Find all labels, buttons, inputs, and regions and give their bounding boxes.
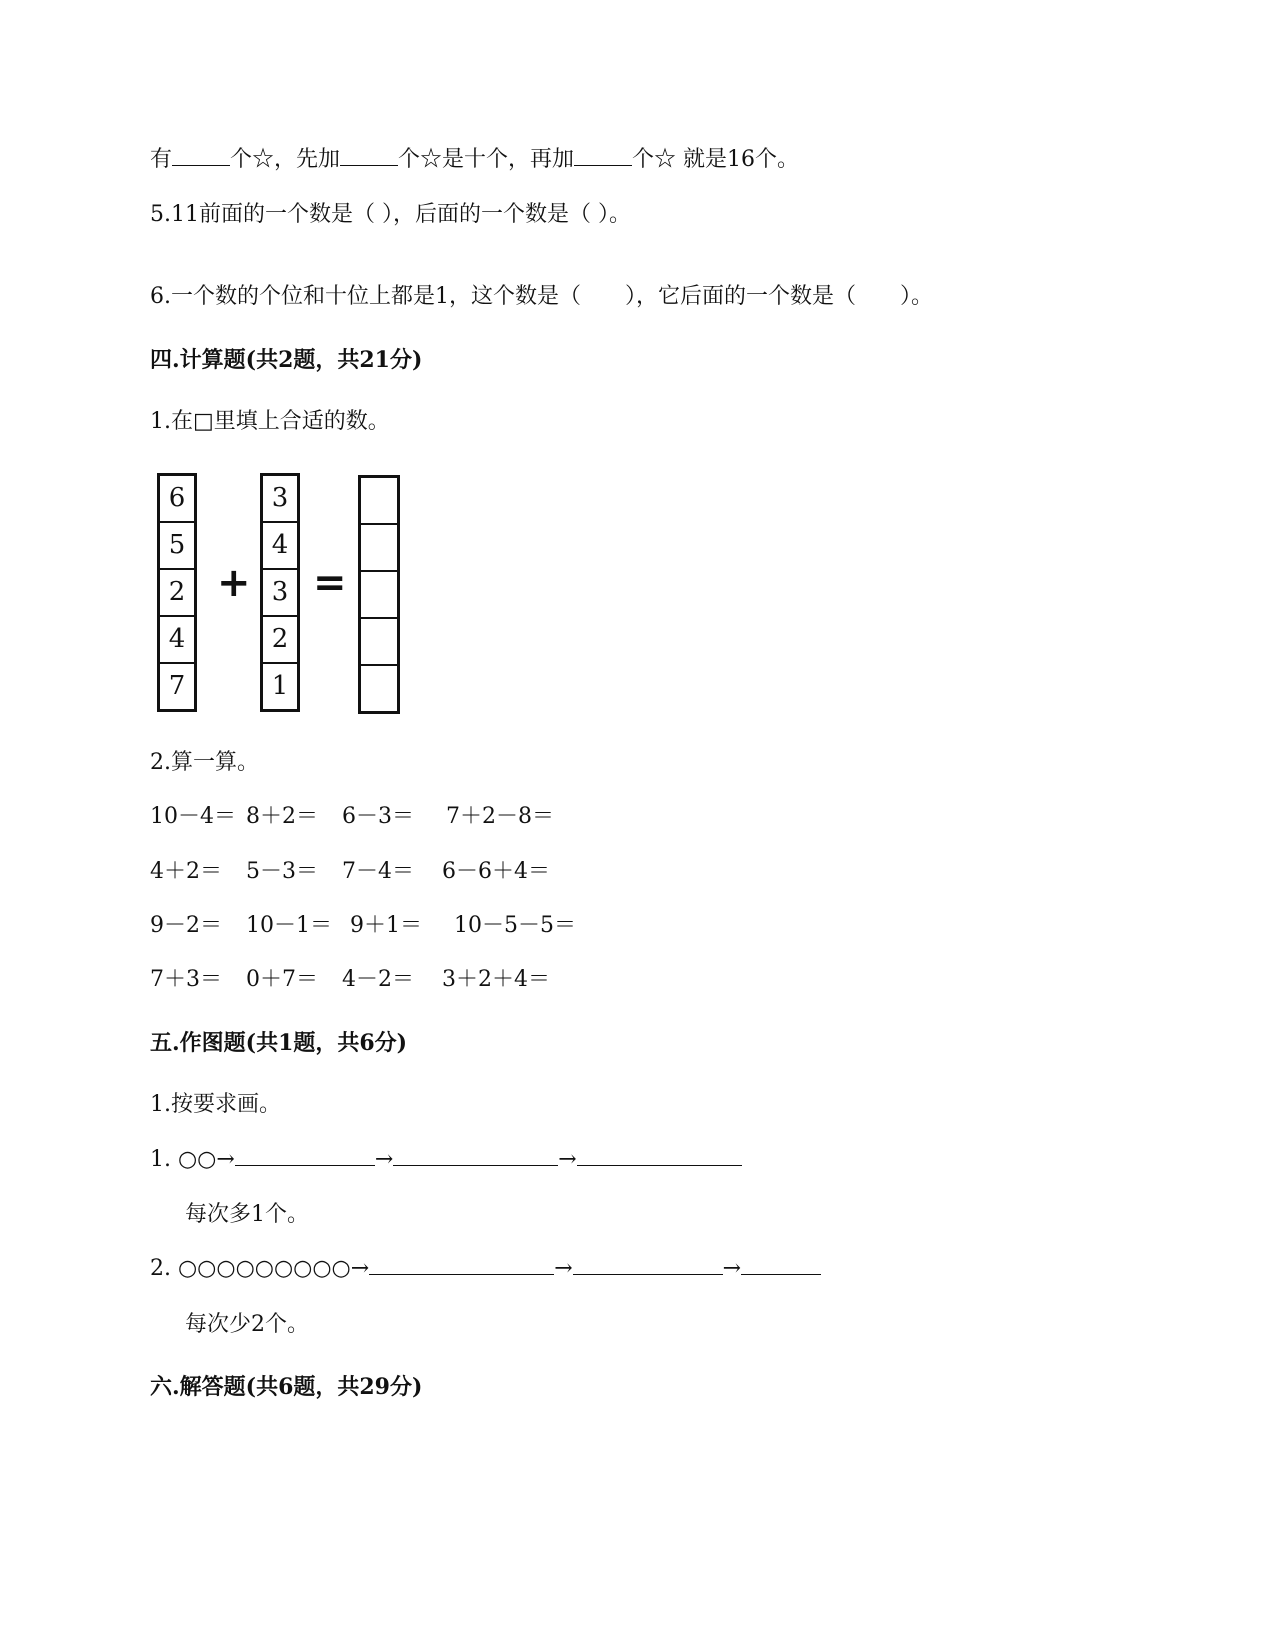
calc-row [150, 857, 550, 887]
equals-sign: = [313, 560, 347, 606]
calc-item: 7－4＝ [342, 859, 414, 884]
q5-text: 5.11前面的一个数是（ ），后面的一个数是（ ）。 [150, 202, 631, 227]
digit-cell: 3 [263, 570, 297, 617]
answer-cell[interactable] [361, 478, 397, 525]
addend-column-2 [260, 473, 300, 712]
calc1-prompt: 1.在□里填上合适的数。 [150, 409, 390, 434]
section-4-heading: 四.计算题(共2题，共21分) [150, 347, 423, 373]
q4-text-a: 有 [150, 147, 173, 172]
digit-cell: 7 [168, 671, 186, 701]
calc-item: 8＋2＝ [246, 804, 318, 829]
calc-item: 10－5－5＝ [454, 913, 576, 938]
q4-blank-2[interactable] [340, 145, 398, 166]
digit-cell: 2 [263, 617, 297, 664]
sequence-blank[interactable] [393, 1145, 558, 1166]
answer-cell[interactable] [361, 619, 397, 666]
calc-item: 0＋7＝ [246, 967, 318, 992]
calc-item: 6－6＋4＝ [442, 859, 550, 884]
q4-text-d: 个☆ 就是16个。 [632, 147, 800, 172]
calc-item: 4＋2＝ [150, 859, 222, 884]
arrow-icon: → [722, 1256, 742, 1281]
sequence-blank[interactable] [573, 1254, 723, 1275]
sequence-2 [150, 1254, 821, 1284]
calc-row [150, 911, 576, 941]
sequence-blank[interactable] [235, 1145, 375, 1166]
calc-item: 3＋2＋4＝ [442, 967, 550, 992]
calc-row [150, 802, 554, 832]
digit-cell: 4 [263, 523, 297, 570]
calc-item: 4－2＝ [342, 967, 414, 992]
sequence-1-note: 每次多1个。 [185, 1202, 309, 1227]
sequence-1-prefix: 1. ○○→ [150, 1147, 235, 1172]
answer-cell[interactable] [361, 666, 397, 711]
digit-cell: 4 [160, 617, 194, 664]
calc-item: 10－1＝ [246, 913, 332, 938]
q4-line [150, 145, 799, 175]
digit-cell: 3 [263, 476, 297, 523]
calc-item: 9＋1＝ [350, 913, 422, 938]
digit-cell: 6 [160, 476, 194, 523]
sequence-2-prefix: 2. ○○○○○○○○○→ [150, 1256, 370, 1281]
digit-cell: 5 [160, 523, 194, 570]
calc-item: 6－3＝ [342, 804, 414, 829]
calc-item: 7＋3＝ [150, 967, 222, 992]
q4-text-c: 个☆是十个，再加 [398, 147, 575, 172]
calc2-prompt: 2.算一算。 [150, 750, 259, 775]
sequence-1 [150, 1145, 742, 1175]
answer-cell[interactable] [361, 525, 397, 572]
answer-column [358, 475, 400, 714]
calc-row [150, 965, 550, 995]
calc-item: 9－2＝ [150, 913, 222, 938]
section-6-heading: 六.解答题(共6题，共29分) [150, 1374, 423, 1400]
plus-sign: + [217, 560, 251, 606]
q4-blank-3[interactable] [574, 145, 632, 166]
sequence-blank[interactable] [741, 1254, 821, 1275]
q6-text: 6.一个数的个位和十位上都是1，这个数是（ ），它后面的一个数是（ ）。 [150, 284, 933, 309]
digit-cell: 2 [160, 570, 194, 617]
calc-item: 5－3＝ [246, 859, 318, 884]
answer-cell[interactable] [361, 572, 397, 619]
q4-text-b: 个☆，先加 [230, 147, 341, 172]
calc-item: 7＋2－8＝ [446, 804, 554, 829]
addend-column-1 [157, 473, 197, 712]
calc-item: 10－4＝ [150, 804, 236, 829]
sequence-2-note: 每次少2个。 [185, 1312, 309, 1337]
digit-cell: 1 [271, 671, 289, 701]
arrow-icon: → [374, 1147, 394, 1172]
arrow-icon: → [558, 1147, 577, 1172]
sequence-blank[interactable] [369, 1254, 554, 1275]
section-5-heading: 五.作图题(共1题，共6分) [150, 1030, 408, 1056]
q4-blank-1[interactable] [172, 145, 230, 166]
arrow-icon: → [554, 1256, 573, 1281]
draw1-prompt: 1.按要求画。 [150, 1092, 281, 1117]
sequence-blank[interactable] [577, 1145, 742, 1166]
